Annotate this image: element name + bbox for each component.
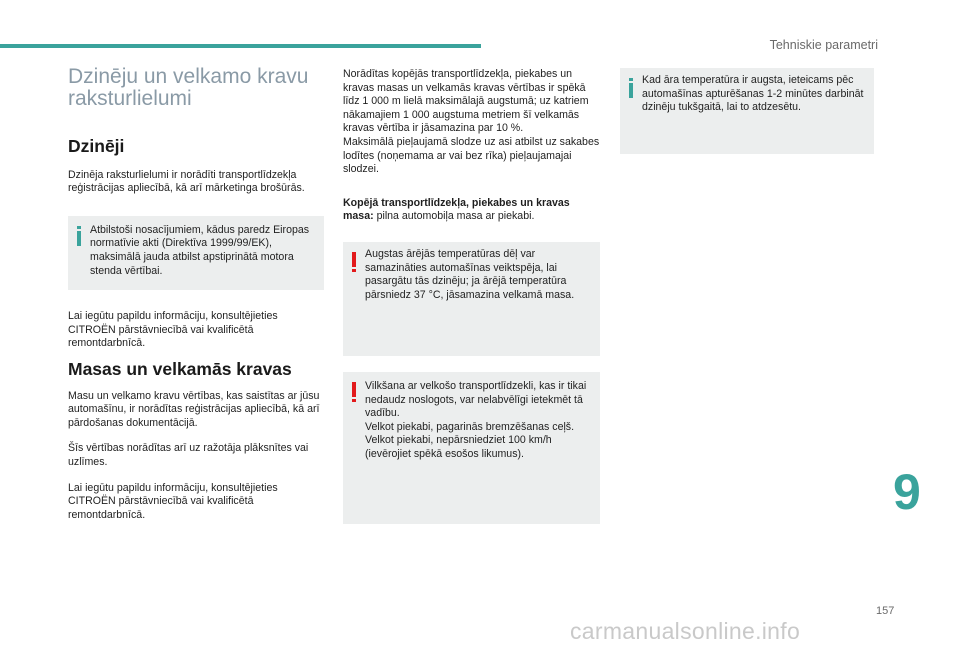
total-mass-text: pilna automobiļa masa ar piekabi. <box>373 210 535 223</box>
engines-paragraph-2: Lai iegūtu papildu informāciju, konsultējieties CITROËN pārstāvniecībā vai kvalificētā remontdarbnīcā. <box>68 310 278 350</box>
watermark: carmanualsonline.info <box>570 618 801 644</box>
info-box-text: Kad āra temperatūra ir augsta, ieteicams pēc automašīnas apturēšanas 1-2 minūtes darbināt dzinēju tukšgaitā, lai to atdzesētu. <box>642 74 864 114</box>
altitude-paragraph: Norādītas kopējās transportlīdzekļa, piekabes un kravas masas un velkamās kravas vērtības ir spēkā līdz 1 000 m lielā maksimālajā augstumā; uz katriem nākamajiem 1 000 augstuma metriem šī velkamās kravas vērtība ir jāsamazina par 10 %. <box>343 68 589 135</box>
info-icon <box>629 78 633 98</box>
masses-paragraph-2: Šīs vērtības norādītas arī uz ražotāja plāksnītes vai uzlīmes. <box>68 442 309 468</box>
warning-icon <box>352 382 356 402</box>
warning-towing-text-3: Velkot piekabi, nepārsniedziet 100 km/h (ievērojiet spēkā esošos likumus). <box>365 434 552 460</box>
column-middle <box>343 68 600 538</box>
header-accent-bar <box>0 44 481 48</box>
column-right <box>620 68 874 168</box>
masses-heading: Masas un velkamās kravas <box>68 358 292 379</box>
page-number: 157 <box>876 605 895 617</box>
info-icon <box>77 226 81 246</box>
info-box-engine-cooling <box>620 68 874 154</box>
warning-box-temperature <box>343 242 600 356</box>
axle-load-paragraph: Maksimālā pieļaujamā slodze uz asi atbilst uz sakabes lodītes (noņemama ar vai bez rīka) pieļaujamajai slodzei. <box>343 135 600 176</box>
section-title: Tehniskie parametri <box>769 38 878 52</box>
warning-box-text: Augstas ārējās temperatūras dēļ var samazināties automašīnas veiktspēja, lai pasargātu tās dzinēju; ja ārējā temperatūra pārsniedz 37 °C, jāsamazina velkamā masa. <box>365 247 575 301</box>
total-mass-label: Kopējā transportlīdzekļa, piekabes un kravas masa: <box>343 196 570 223</box>
column-left <box>68 66 324 534</box>
warning-box-towing <box>343 372 600 524</box>
warning-towing-text-2: Velkot piekabi, pagarinās bremzēšanas ceļš. <box>365 420 575 433</box>
info-box-engine-power <box>68 216 324 290</box>
chapter-number: 9 <box>893 464 921 520</box>
info-box-text: Atbilstoši nosacījumiem, kādus paredz Eiropas normatīvie akti (Direktīva 1999/99/EK), maksimālā jauda atbilst apstiprinātā motora stenda vērtībai. <box>90 223 310 277</box>
warning-icon <box>352 252 356 272</box>
masses-paragraph-1: Masu un velkamo kravu vērtības, kas saistītas ar jūsu automašīnu, ir norādītas reģistrācijas apliecībā, kā arī pārdošanas dokumentācijā. <box>68 389 320 429</box>
warning-towing-text-1: Vilkšana ar velkošo transportlīdzekli, kas ir tikai nedaudz noslogots, var nelabvēlīgi ietekmēt tā vadību. <box>365 379 587 420</box>
page-title: Dzinēju un velkamo kravu raksturlielumi <box>68 65 309 110</box>
total-mass-paragraph <box>343 197 600 224</box>
engines-paragraph-1: Dzinēja raksturlielumi ir norādīti transportlīdzekļa reģistrācijas apliecībā, kā arī mārketinga brošūrās. <box>68 168 305 195</box>
masses-paragraph-3: Lai iegūtu papildu informāciju, konsultējieties CITROËN pārstāvniecībā vai kvalificētā remontdarbnīcā. <box>68 481 278 521</box>
engines-heading: Dzinēji <box>68 136 125 156</box>
